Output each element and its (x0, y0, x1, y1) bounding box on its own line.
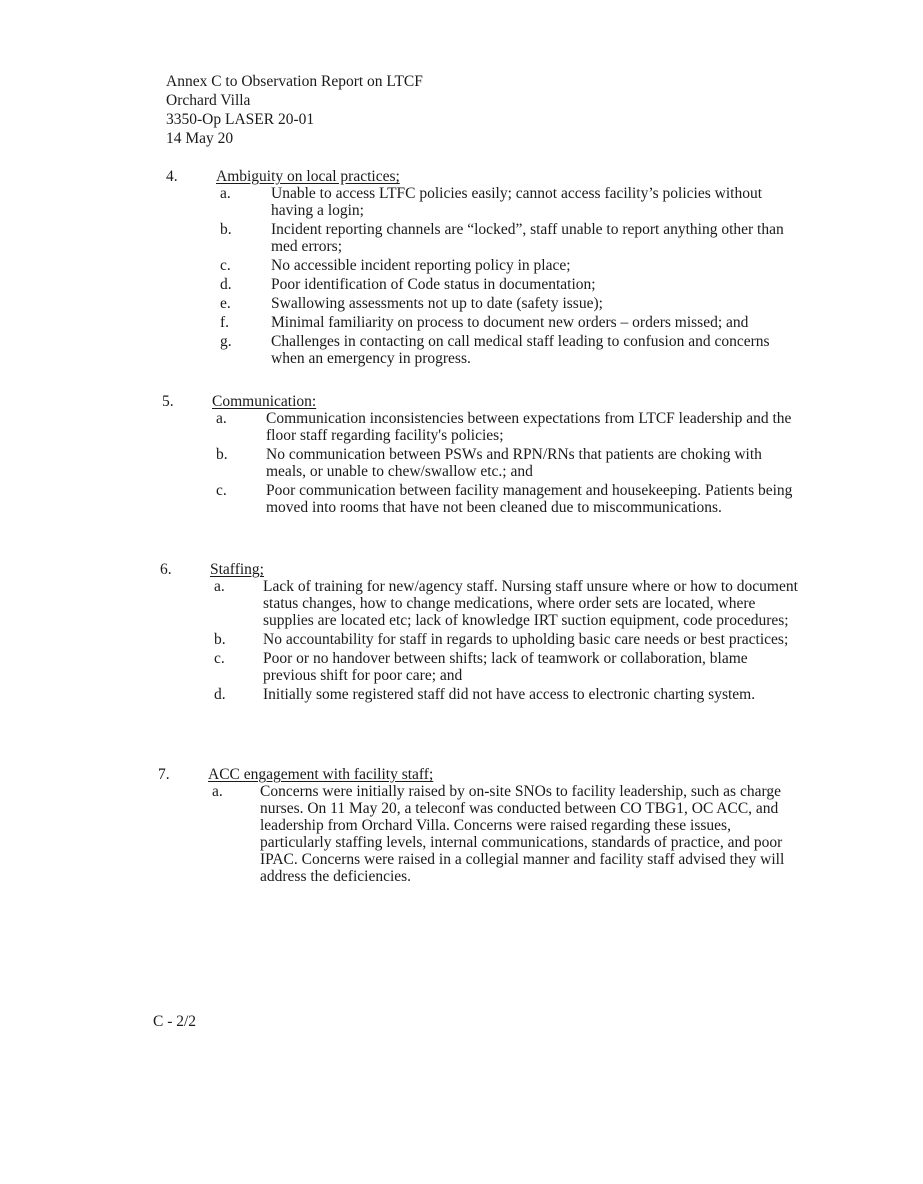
item-text: No accountability for staff in regards to upholding basic care needs or best practices; (263, 631, 789, 648)
section-number: 4. (166, 168, 178, 185)
section-heading: ACC engagement with facility staff; (208, 766, 434, 783)
item-text: Incident reporting channels are “locked”, staff unable to report anything other than med errors; (271, 221, 784, 255)
item-text: Challenges in contacting on call medical staff leading to confusion and concerns when an emergency in progress. (271, 333, 770, 367)
item-text: Concerns were initially raised by on-site SNOs to facility leadership, such as charge nurses. On 11 May 20, a teleconf was conducted between CO TBG1, OC ACC, and leadership from Orchard Villa. Concerns were raised regarding these issues, particularly staffing levels, internal communications, standards of practice, and poor IPAC. Concerns were raised in a collegial manner and facility staff advised they will address the deficiencies. (260, 783, 785, 885)
section-heading: Communication: (212, 393, 317, 410)
item-text: No accessible incident reporting policy in place; (271, 257, 571, 274)
item-letter: a. (216, 410, 227, 427)
section-number: 5. (162, 393, 174, 410)
item-letter: c. (216, 482, 227, 499)
section-heading: Ambiguity on local practices; (216, 168, 400, 185)
item-letter: f. (220, 314, 230, 331)
item-letter: b. (220, 221, 232, 238)
item-letter: a. (214, 578, 225, 595)
header-date: 14 May 20 (166, 130, 234, 147)
item-text: Poor or no handover between shifts; lack of teamwork or collaboration, blame previous shift for poor care; and (263, 650, 748, 684)
item-text: Minimal familiarity on process to document new orders – orders missed; and (271, 314, 749, 331)
list-item (160, 631, 800, 648)
section-number: 7. (158, 766, 170, 783)
item-text: Initially some registered staff did not have access to electronic charting system. (263, 686, 756, 703)
item-text: Unable to access LTFC policies easily; cannot access facility’s policies without having a login; (271, 185, 762, 219)
header-annex-title: Annex C to Observation Report on LTCF (166, 73, 423, 90)
item-letter: b. (216, 446, 228, 463)
list-item (158, 783, 798, 885)
item-text: Poor identification of Code status in documentation; (271, 276, 596, 293)
item-letter: b. (214, 631, 226, 648)
item-letter: g. (220, 333, 232, 350)
item-letter: c. (214, 650, 225, 667)
item-text: Communication inconsistencies between expectations from LTCF leadership and the floor staff regarding facility's policies; (266, 410, 792, 444)
section-item-list (162, 410, 802, 516)
list-item (166, 295, 806, 312)
section-heading: Staffing; (210, 561, 264, 578)
list-item (160, 686, 800, 703)
section-item-list (158, 783, 798, 885)
item-letter: e. (220, 295, 231, 312)
item-letter: d. (214, 686, 226, 703)
item-letter: a. (220, 185, 231, 202)
item-letter: d. (220, 276, 232, 293)
header-facility-name: Orchard Villa (166, 92, 251, 109)
item-text: Lack of training for new/agency staff. Nursing staff unsure where or how to document status changes, how to change medications, where order sets are located, where supplies are located etc; lack of knowledge IRT suction equipment, code procedures; (263, 578, 798, 629)
item-text: Swallowing assessments not up to date (safety issue); (271, 295, 603, 312)
item-letter: c. (220, 257, 231, 274)
list-item (166, 333, 806, 367)
list-item (166, 276, 806, 293)
page-number: C - 2/2 (153, 1013, 197, 1030)
list-item (162, 482, 802, 516)
list-item (166, 185, 806, 219)
list-item (166, 314, 806, 331)
header-reference-number: 3350-Op LASER 20-01 (166, 111, 315, 128)
item-letter: a. (212, 783, 223, 800)
section-number: 6. (160, 561, 172, 578)
document-header (166, 72, 423, 148)
list-item (162, 410, 802, 444)
list-item (162, 446, 802, 480)
section-item-list (160, 578, 800, 703)
list-item (166, 221, 806, 255)
item-text: Poor communication between facility management and housekeeping. Patients being moved into rooms that have not been cleaned due to miscommunications. (266, 482, 793, 516)
list-item (160, 578, 800, 629)
list-item (160, 650, 800, 684)
item-text: No communication between PSWs and RPN/RNs that patients are choking with meals, or unable to chew/swallow etc.; and (266, 446, 762, 480)
list-item (166, 257, 806, 274)
section-item-list (166, 185, 806, 367)
